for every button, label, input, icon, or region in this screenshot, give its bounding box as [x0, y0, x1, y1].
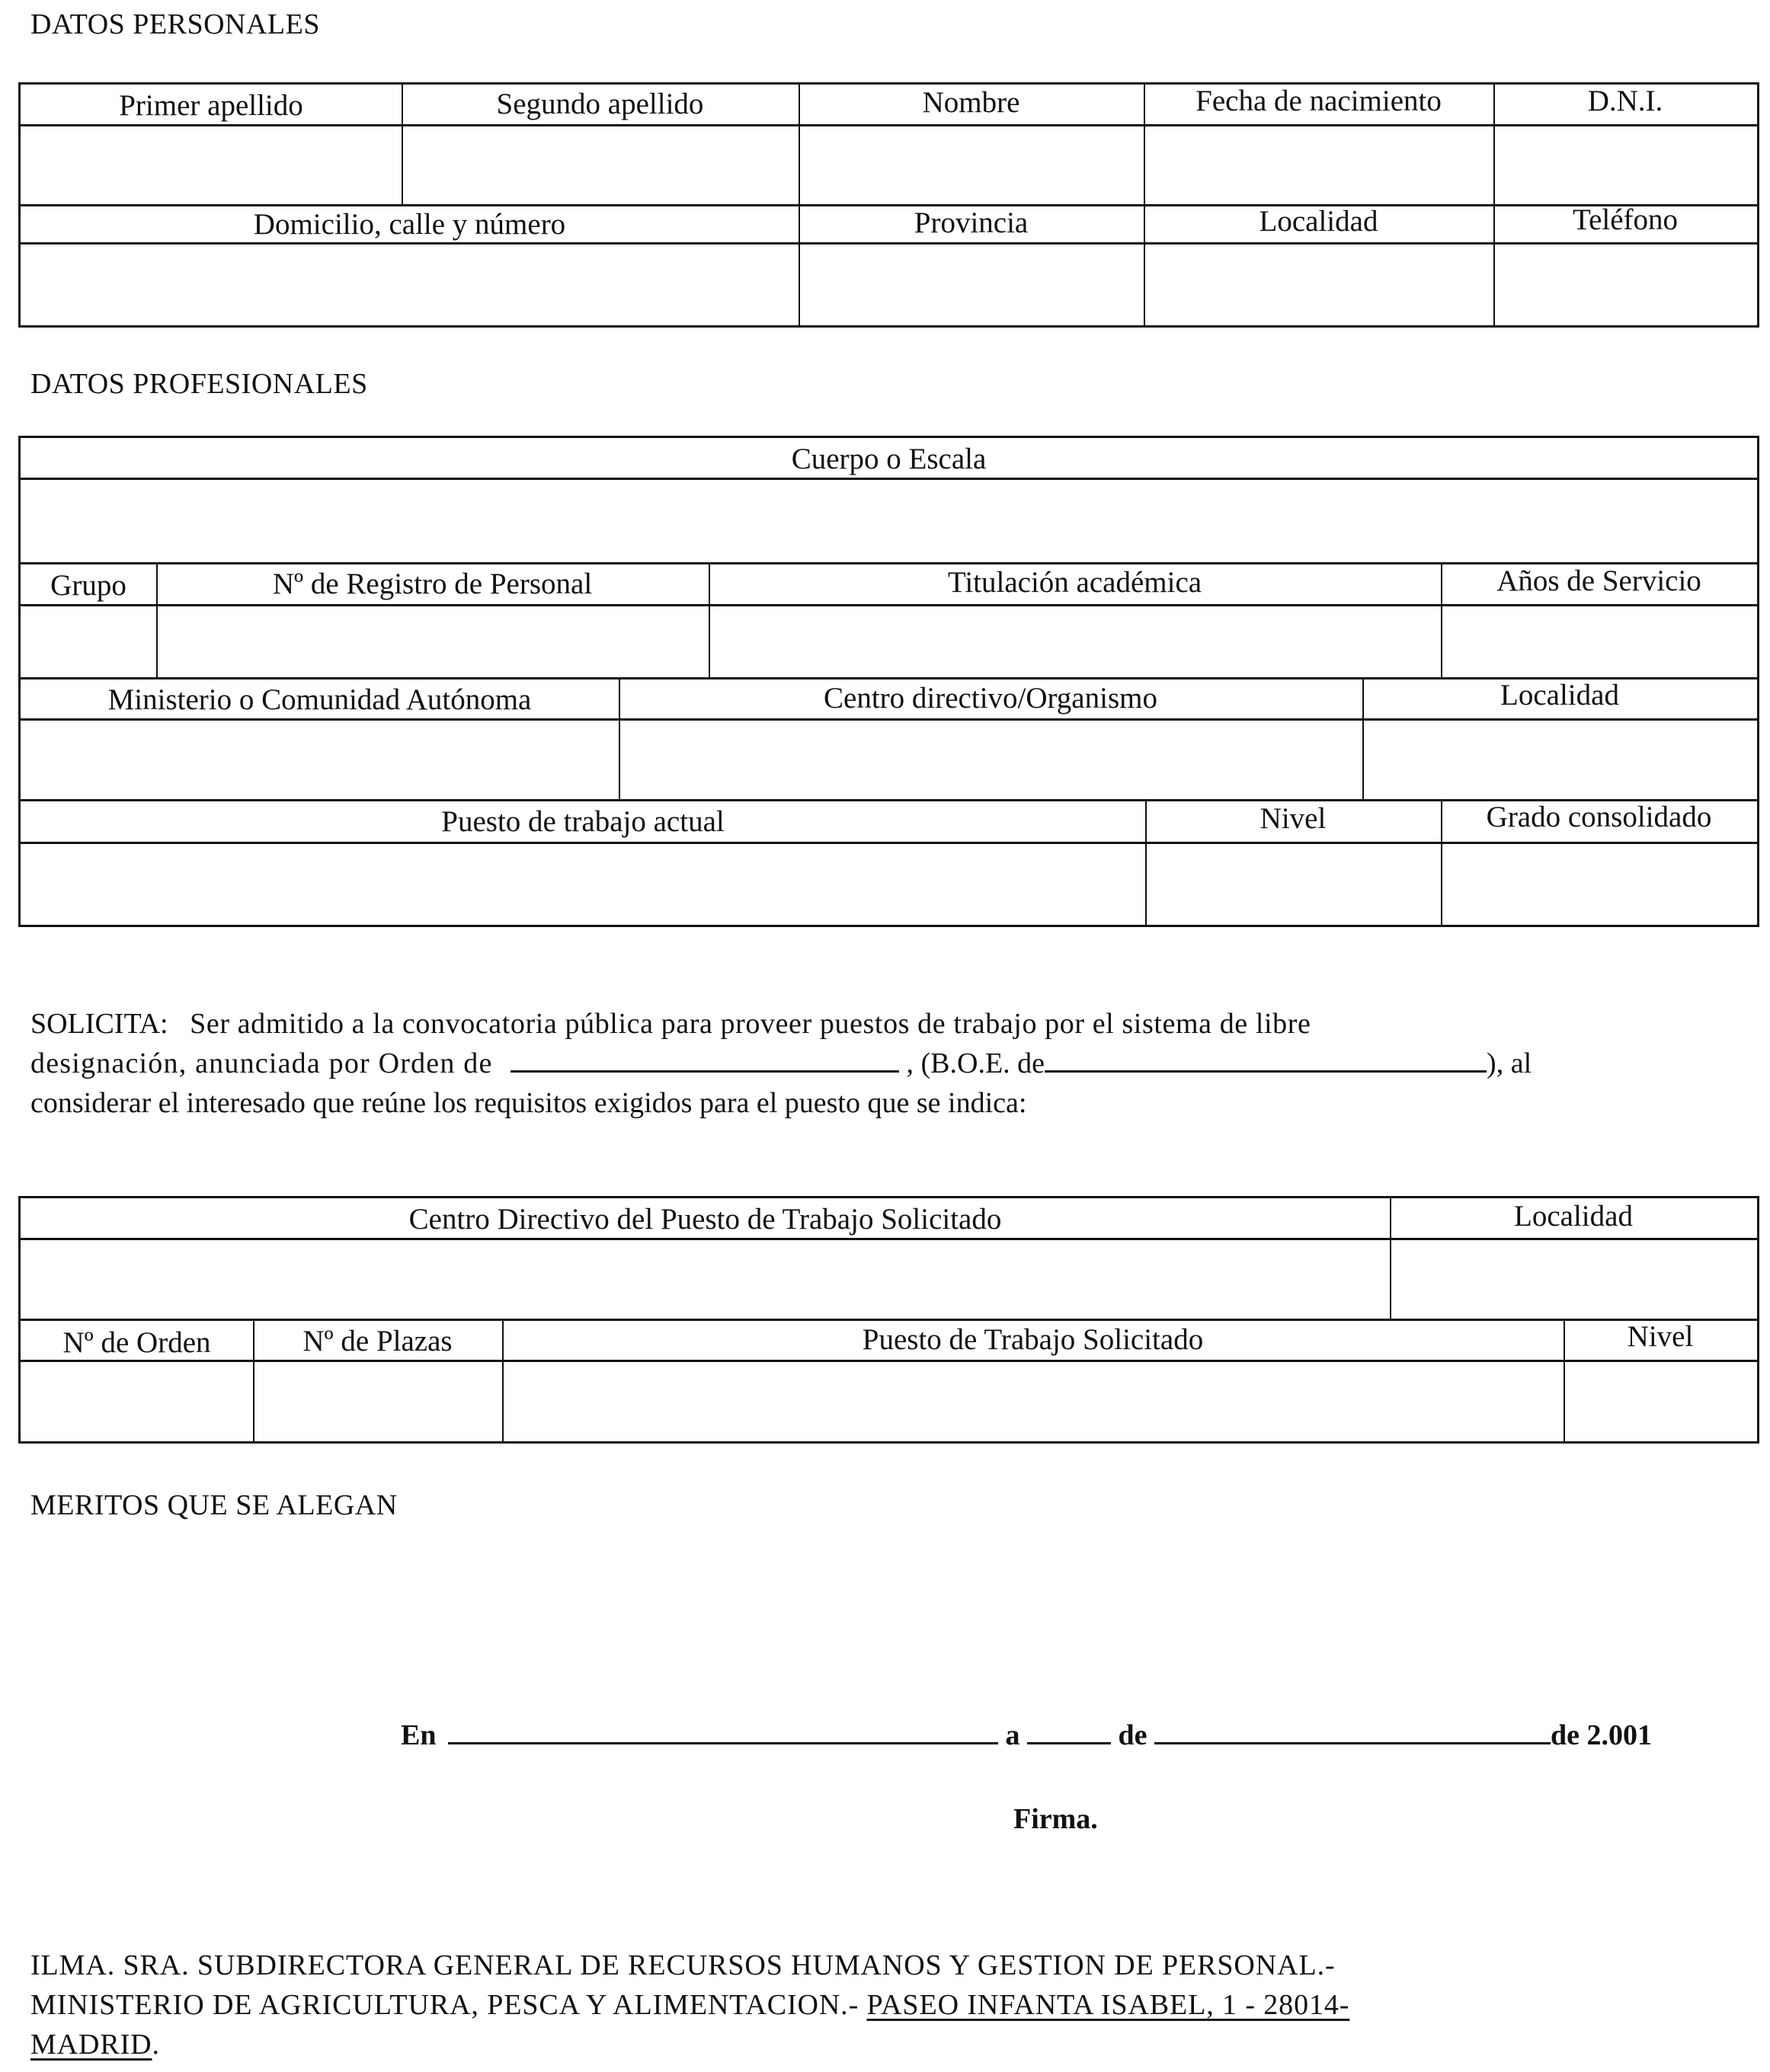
label-grupo: Grupo [50, 569, 126, 602]
solicita-text-2a: designación, anunciada por Orden de [30, 1047, 493, 1079]
label-ministerio: Ministerio o Comunidad Autónoma [107, 683, 532, 716]
field-puesto-solicitado[interactable] [504, 1362, 1564, 1441]
field-registro-personal[interactable] [158, 606, 709, 677]
addressee-city: MADRID [30, 2029, 152, 2061]
place-blank[interactable] [448, 1716, 998, 1744]
label-provincia: Provincia [914, 206, 1029, 239]
section-title-datos-personales: DATOS PERSONALES [30, 8, 320, 40]
signature-area[interactable] [762, 1843, 1372, 1920]
label-localidad: Localidad [1259, 205, 1378, 238]
label-numero-plazas: Nº de Plazas [302, 1325, 453, 1357]
label-nombre: Nombre [922, 86, 1020, 119]
label-domicilio: Domicilio, calle y número [253, 208, 566, 241]
solicita-line-1 [30, 1004, 1770, 1044]
addressee-line-1: ILMA. SRA. SUBDIRECTORA GENERAL DE RECURSOS HUMANOS Y GESTION DE PERSONAL.- [30, 1949, 1336, 1981]
label-localidad-solicitada: Localidad [1514, 1200, 1633, 1233]
label-cuerpo-escala: Cuerpo o Escala [791, 443, 987, 475]
signature-firma-label: Firma. [1013, 1803, 1098, 1835]
label-nivel-solicitado: Nivel [1627, 1320, 1694, 1353]
requested-position-table [18, 1196, 1759, 1444]
addressee-line-3 [30, 2025, 160, 2064]
divider [799, 85, 800, 325]
field-primer-apellido[interactable] [21, 126, 402, 204]
signature-year-label: de 2.001 [1550, 1719, 1652, 1751]
field-centro-directivo[interactable] [621, 721, 1362, 799]
boe-date-blank[interactable] [1045, 1044, 1487, 1073]
signature-a-label: a [1005, 1719, 1020, 1751]
label-puesto-actual: Puesto de trabajo actual [441, 805, 725, 838]
month-blank[interactable] [1154, 1716, 1551, 1744]
solicita-text-2b: , (B.O.E. de [906, 1047, 1045, 1079]
orden-date-blank[interactable] [511, 1044, 899, 1073]
label-centro-directivo: Centro directivo/Organismo [824, 682, 1157, 715]
addressee-ministry: MINISTERIO DE AGRICULTURA, PESCA Y ALIMENTACION.- [30, 1989, 859, 2021]
solicita-lead: SOLICITA: [30, 1008, 168, 1040]
solicita-text-1: Ser admitido a la convocatoria pública para proveer puestos de trabajo por el sistema de libre [190, 1008, 1311, 1040]
divider [1144, 85, 1145, 325]
professional-data-table [18, 436, 1759, 927]
field-titulacion[interactable] [711, 606, 1441, 677]
field-centro-directivo-solicitado[interactable] [21, 1240, 1390, 1319]
field-provincia[interactable] [801, 245, 1144, 325]
field-numero-orden[interactable] [21, 1362, 253, 1441]
solicita-line-3: considerar el interesado que reúne los requisitos exigidos para el puesto que se indica: [30, 1087, 1027, 1119]
signature-de-label: de [1118, 1719, 1147, 1751]
field-grado-consolidado[interactable] [1443, 844, 1757, 925]
field-anos-servicio[interactable] [1443, 606, 1757, 677]
divider [21, 677, 1757, 679]
field-localidad-profesional[interactable] [1365, 721, 1757, 799]
addressee-line-2 [30, 1985, 1349, 2025]
divider [21, 1319, 1757, 1321]
solicita-text-2c: ), al [1487, 1047, 1532, 1079]
label-primer-apellido: Primer apellido [119, 89, 303, 122]
addressee-street: PASEO INFANTA ISABEL, 1 - 28014- [866, 1989, 1350, 2021]
field-nivel[interactable] [1147, 844, 1441, 925]
field-fecha-nacimiento[interactable] [1146, 126, 1493, 204]
field-cuerpo-escala[interactable] [21, 480, 1757, 562]
label-centro-directivo-solicitado: Centro Directivo del Puesto de Trabajo Solicitado [408, 1203, 1002, 1236]
field-telefono[interactable] [1496, 245, 1757, 325]
signature-place-date-line [401, 1715, 1652, 1755]
field-numero-plazas[interactable] [255, 1362, 502, 1441]
field-localidad-solicitada[interactable] [1392, 1240, 1757, 1319]
field-nivel-solicitado[interactable] [1566, 1362, 1757, 1441]
field-grupo[interactable] [21, 606, 156, 677]
field-segundo-apellido[interactable] [404, 126, 799, 204]
label-nivel: Nivel [1259, 802, 1327, 835]
addressee-period: . [152, 2029, 160, 2061]
label-anos-servicio: Años de Servicio [1496, 564, 1701, 597]
label-puesto-solicitado: Puesto de Trabajo Solicitado [862, 1323, 1204, 1356]
label-dni: D.N.I. [1587, 85, 1663, 117]
label-telefono: Teléfono [1572, 203, 1679, 236]
label-registro-personal: Nº de Registro de Personal [272, 568, 593, 600]
label-titulacion: Titulación académica [947, 566, 1202, 599]
field-localidad[interactable] [1146, 245, 1493, 325]
signature-en-label: En [401, 1719, 437, 1751]
day-blank[interactable] [1027, 1716, 1111, 1744]
section-title-datos-profesionales: DATOS PROFESIONALES [30, 368, 368, 400]
field-dni[interactable] [1496, 126, 1757, 204]
label-numero-orden: Nº de Orden [62, 1326, 211, 1359]
label-segundo-apellido: Segundo apellido [496, 88, 704, 120]
field-meritos[interactable] [30, 1531, 1752, 1684]
personal-data-table [18, 82, 1759, 328]
label-fecha-nacimiento: Fecha de nacimiento [1195, 85, 1442, 117]
field-ministerio[interactable] [21, 721, 619, 799]
field-nombre[interactable] [801, 126, 1144, 204]
label-localidad-profesional: Localidad [1500, 679, 1619, 711]
field-domicilio[interactable] [21, 245, 799, 325]
solicita-line-2 [30, 1044, 1770, 1083]
label-grado-consolidado: Grado consolidado [1486, 801, 1712, 833]
section-title-meritos: MERITOS QUE SE ALEGAN [30, 1489, 398, 1521]
field-puesto-actual[interactable] [21, 844, 1145, 925]
